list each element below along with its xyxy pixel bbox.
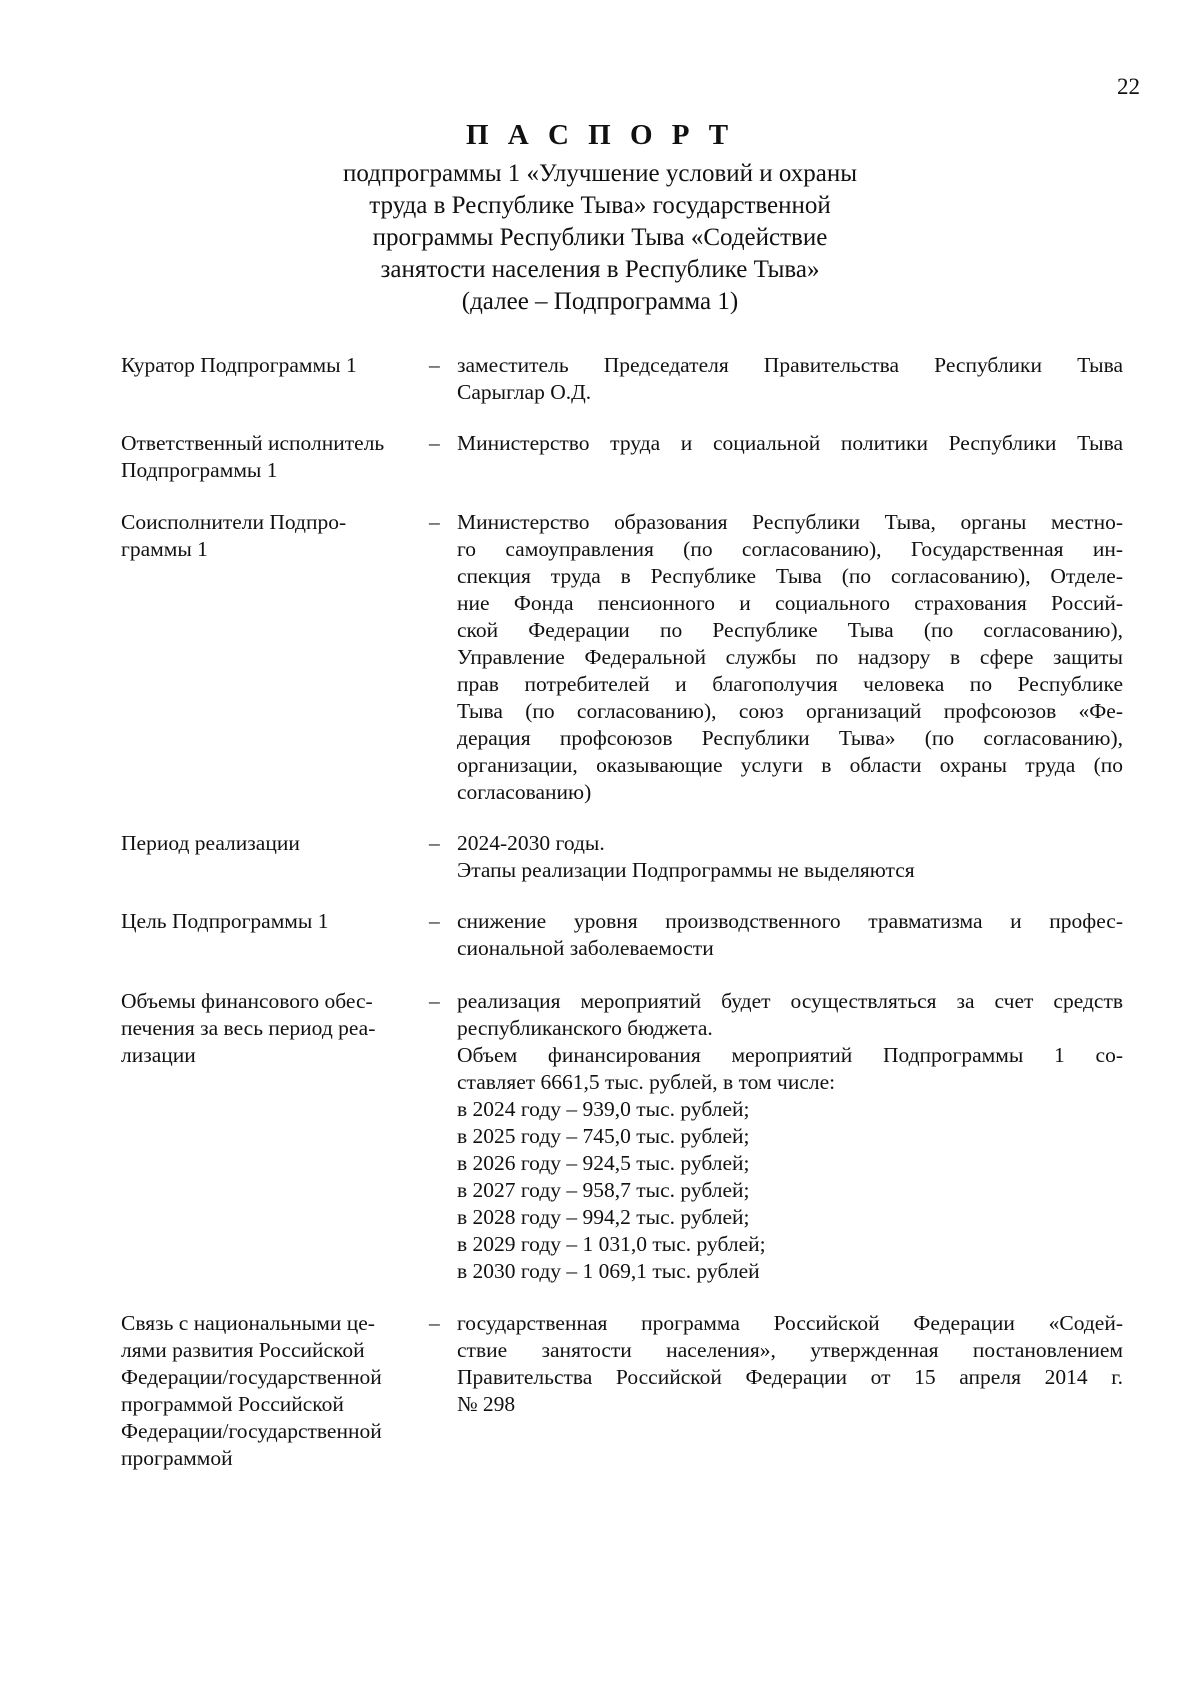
passport-row-national-goals bbox=[121, 1310, 1123, 1472]
row-label bbox=[121, 988, 429, 1285]
row-label-line: лями развития Российской bbox=[121, 1338, 365, 1362]
row-value-line: Министерство образования Республики Тыва, органы местно- bbox=[457, 510, 1123, 534]
row-label-line: программой bbox=[121, 1446, 233, 1470]
row-label-line: Подпрограммы 1 bbox=[121, 458, 278, 482]
row-value-line: Тыва (по согласованию), союз организаций профсоюзов «Фе- bbox=[457, 699, 1123, 723]
row-value-line: 2024-2030 годы. bbox=[457, 831, 605, 855]
passport-row-curator bbox=[121, 352, 1123, 406]
passport-row-funding bbox=[121, 988, 1123, 1285]
row-spacer bbox=[121, 962, 1123, 988]
passport-row-goal bbox=[121, 908, 1123, 962]
row-value-line: го самоуправления (по согласованию), Государственная ин- bbox=[457, 537, 1123, 561]
row-label-line: лизации bbox=[121, 1043, 196, 1067]
row-label bbox=[121, 1310, 429, 1472]
row-value-line: Сарыглар О.Д. bbox=[457, 380, 592, 404]
row-dash: – bbox=[429, 1311, 440, 1335]
row-value-line: ской Федерации по Республике Тыва (по согласованию), bbox=[457, 618, 1123, 642]
row-label bbox=[121, 908, 429, 962]
row-label-line: Объемы финансового обес- bbox=[121, 989, 373, 1013]
row-label-line: Федерации/государственной bbox=[121, 1365, 382, 1389]
row-value-line: в 2024 году – 939,0 тыс. рублей; bbox=[457, 1097, 750, 1121]
page-number: 22 bbox=[1117, 74, 1140, 99]
row-value bbox=[457, 1310, 1123, 1472]
row-label-line: Федерации/государственной bbox=[121, 1419, 382, 1443]
row-value-line: заместитель Председателя Правительства Республики Тыва bbox=[457, 353, 1123, 377]
row-spacer bbox=[121, 884, 1123, 908]
row-value-line: сиональной заболеваемости bbox=[457, 936, 714, 960]
row-value-line: ние Фонда пенсионного и социального страхования Россий- bbox=[457, 591, 1123, 615]
row-label bbox=[121, 352, 429, 406]
row-label-line: печения за весь период реа- bbox=[121, 1016, 376, 1040]
row-value-line: ствие занятости населения», утвержденная постановлением bbox=[457, 1338, 1123, 1362]
row-value bbox=[457, 352, 1123, 406]
document-header bbox=[250, 118, 950, 318]
row-label-line: Куратор Подпрограммы 1 bbox=[121, 353, 357, 377]
row-spacer bbox=[121, 406, 1123, 430]
row-label-line: граммы 1 bbox=[121, 537, 208, 561]
row-label-line: Ответственный исполнитель bbox=[121, 431, 385, 455]
row-dash: – bbox=[429, 353, 440, 377]
passport-row-responsible-executor bbox=[121, 430, 1123, 484]
row-value-line: Министерство труда и социальной политики Республики Тыва bbox=[457, 431, 1123, 455]
row-dash: – bbox=[429, 431, 440, 455]
row-spacer bbox=[121, 806, 1123, 830]
row-value bbox=[457, 830, 1123, 884]
document-subtitle bbox=[250, 158, 950, 318]
row-label-line: Период реализации bbox=[121, 831, 300, 855]
row-value-line: согласованию) bbox=[457, 780, 592, 804]
row-value-line: Объем финансирования мероприятий Подпрограммы 1 со- bbox=[457, 1043, 1123, 1067]
row-spacer bbox=[121, 484, 1123, 509]
subtitle-line: занятости населения в Республике Тыва» bbox=[380, 256, 820, 283]
passport-table bbox=[121, 352, 1123, 1472]
row-label-line: Связь с национальными це- bbox=[121, 1311, 375, 1335]
row-value-line: Этапы реализации Подпрограммы не выделяются bbox=[457, 858, 915, 882]
passport-row-co-executors bbox=[121, 509, 1123, 806]
row-value bbox=[457, 509, 1123, 806]
row-label bbox=[121, 509, 429, 806]
row-dash: – bbox=[429, 510, 440, 534]
row-dash: – bbox=[429, 909, 440, 933]
document-title: П А С П О Р Т bbox=[465, 119, 735, 151]
subtitle-line: (далее – Подпрограмма 1) bbox=[461, 288, 739, 315]
row-label-line: Цель Подпрограммы 1 bbox=[121, 909, 329, 933]
subtitle-line: программы Республики Тыва «Содействие bbox=[372, 224, 828, 251]
row-value-line: в 2029 году – 1 031,0 тыс. рублей; bbox=[457, 1232, 766, 1256]
row-dash: – bbox=[429, 989, 440, 1013]
subtitle-line: труда в Республике Тыва» государственной bbox=[369, 192, 831, 219]
row-value-line: в 2028 году – 994,2 тыс. рублей; bbox=[457, 1205, 750, 1229]
row-value-line: в 2027 году – 958,7 тыс. рублей; bbox=[457, 1178, 750, 1202]
row-value-line: государственная программа Российской Федерации «Содей- bbox=[457, 1311, 1123, 1335]
row-value-line: организации, оказывающие услуги в области охраны труда (по bbox=[457, 753, 1123, 777]
row-label bbox=[121, 430, 429, 484]
passport-row-period bbox=[121, 830, 1123, 884]
row-value bbox=[457, 430, 1123, 484]
row-label-line: Соисполнители Подпро- bbox=[121, 510, 347, 534]
row-dash: – bbox=[429, 831, 440, 855]
row-label bbox=[121, 830, 429, 884]
row-value bbox=[457, 908, 1123, 962]
row-value-line: в 2026 году – 924,5 тыс. рублей; bbox=[457, 1151, 750, 1175]
row-value-line: дерация профсоюзов Республики Тыва» (по согласованию), bbox=[457, 726, 1123, 750]
row-value-line: спекция труда в Республике Тыва (по согласованию), Отделе- bbox=[457, 564, 1123, 588]
row-value-line: снижение уровня производственного травматизма и профес- bbox=[457, 909, 1123, 933]
row-value-line: в 2030 году – 1 069,1 тыс. рублей bbox=[457, 1259, 760, 1283]
row-value-line: Управление Федеральной службы по надзору в сфере защиты bbox=[457, 645, 1123, 669]
subtitle-line: подпрограммы 1 «Улучшение условий и охраны bbox=[342, 160, 858, 187]
row-value-line: в 2025 году – 745,0 тыс. рублей; bbox=[457, 1124, 750, 1148]
row-value-line: прав потребителей и благополучия человека по Республике bbox=[457, 672, 1123, 696]
row-spacer bbox=[121, 1285, 1123, 1310]
row-value-line: республиканского бюджета. bbox=[457, 1016, 713, 1040]
row-value-line: № 298 bbox=[457, 1392, 516, 1416]
row-value bbox=[457, 988, 1123, 1285]
row-value-line: ставляет 6661,5 тыс. рублей, в том числе: bbox=[457, 1070, 836, 1094]
row-value-line: реализация мероприятий будет осуществляться за счет средств bbox=[457, 989, 1123, 1013]
row-value-line: Правительства Российской Федерации от 15 апреля 2014 г. bbox=[457, 1365, 1123, 1389]
row-label-line: программой Российской bbox=[121, 1392, 344, 1416]
